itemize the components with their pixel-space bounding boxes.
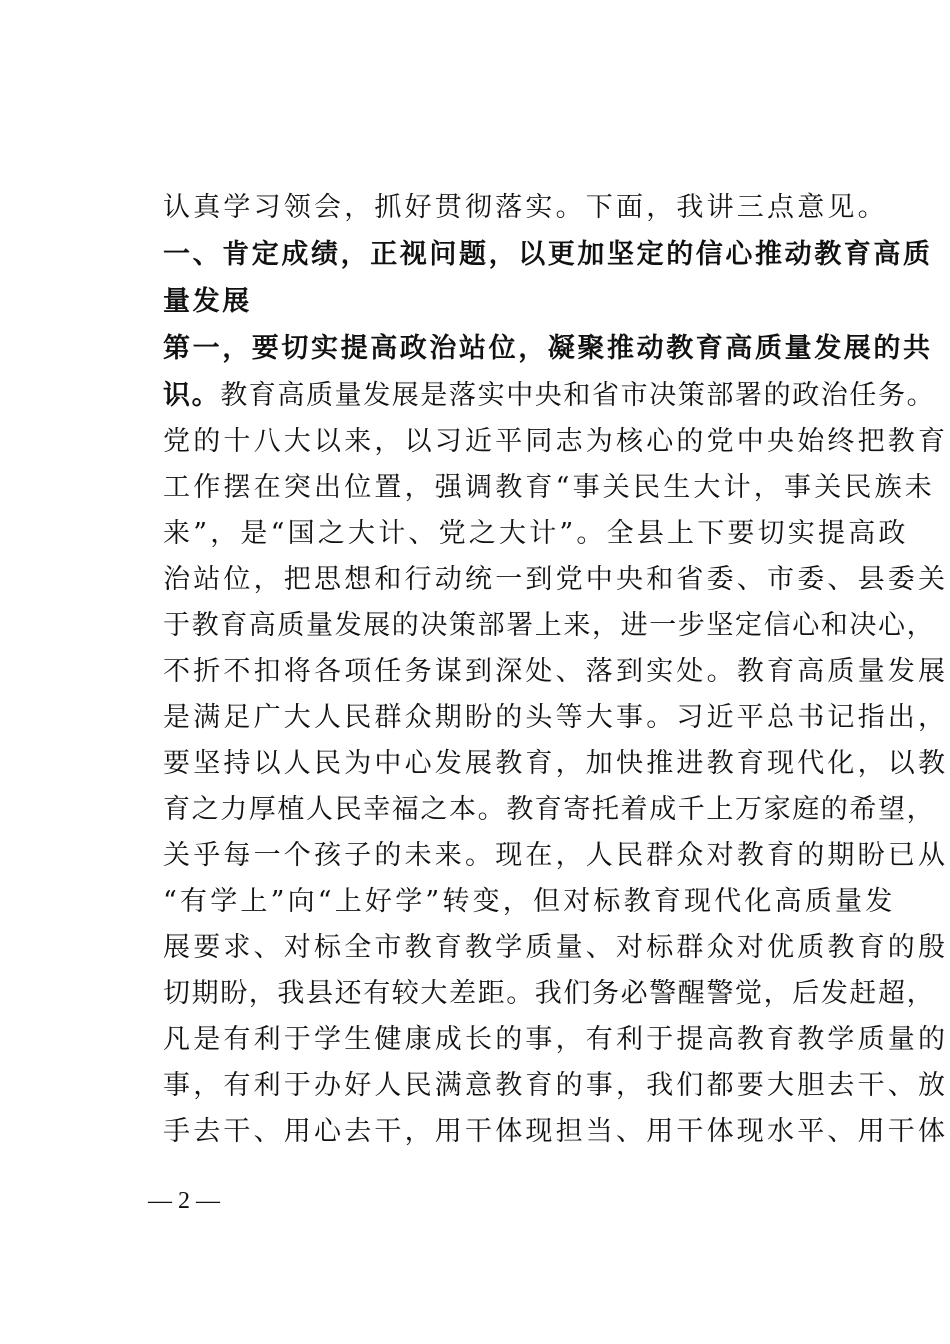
body-text-line: 是满足广大人民群众期盼的头等大事。习近平总书记指出， bbox=[163, 702, 949, 733]
body-text-line: 育之力厚植人民幸福之本。教育寄托着成千上万家庭的希望， bbox=[163, 794, 936, 825]
body-text-line: 认真学习领会，抓好贯彻落实。下面，我讲三点意见。 bbox=[163, 192, 888, 223]
subsection-heading-end: 识。 bbox=[163, 380, 221, 411]
body-text-line: 关乎每一个孩子的未来。现在，人民群众对教育的期盼已从 bbox=[163, 840, 949, 871]
section-heading: 一、肯定成绩，正视问题，以更加坚定的信心推动教育高质 bbox=[163, 239, 933, 270]
body-text-line: 不折不扣将各项任务谋到深处、落到实处。教育高质量发展 bbox=[163, 656, 949, 687]
body-text-line: 治站位，把思想和行动统一到党中央和省委、市委、县委关 bbox=[163, 564, 949, 595]
page-number: — 2 — bbox=[148, 1188, 220, 1214]
body-text-line: 于教育高质量发展的决策部署上来，进一步坚定信心和决心， bbox=[163, 610, 936, 641]
body-text-line: 切期盼，我县还有较大差距。我们务必警醒警觉，后发赶超， bbox=[163, 978, 936, 1009]
paragraph-first-line bbox=[163, 373, 935, 419]
body-text-line: 来”，是“国之大计、党之大计”。全县上下要切实提高政 bbox=[163, 518, 909, 549]
body-text-line: 事，有利于办好人民满意教育的事，我们都要大胆去干、放 bbox=[163, 1070, 949, 1101]
body-text-line: 凡是有利于学生健康成长的事，有利于提高教育教学质量的 bbox=[163, 1024, 949, 1055]
body-text-line: “有学上”向“上好学”转变，但对标教育现代化高质量发 bbox=[163, 886, 896, 917]
body-text-line: 党的十八大以来，以习近平同志为核心的党中央始终把教育 bbox=[163, 426, 949, 457]
section-heading-continued: 量发展 bbox=[163, 286, 252, 317]
body-text-line: 工作摆在突出位置，强调教育“事关民生大计，事关民族未 bbox=[163, 472, 936, 503]
body-text-line: 手去干、用心去干，用干体现担当、用干体现水平、用干体 bbox=[163, 1116, 949, 1147]
paragraph-text-start: 教育高质量发展是落实中央和省市决策部署的政治任务。 bbox=[220, 380, 936, 411]
subsection-heading: 第一，要切实提高政治站位，凝聚推动教育高质量发展的共 bbox=[163, 333, 933, 364]
body-text-line: 展要求、对标全市教育教学质量、对标群众对优质教育的殷 bbox=[163, 932, 949, 963]
body-text-line: 要坚持以人民为中心发展教育，加快推进教育现代化，以教 bbox=[163, 748, 949, 779]
